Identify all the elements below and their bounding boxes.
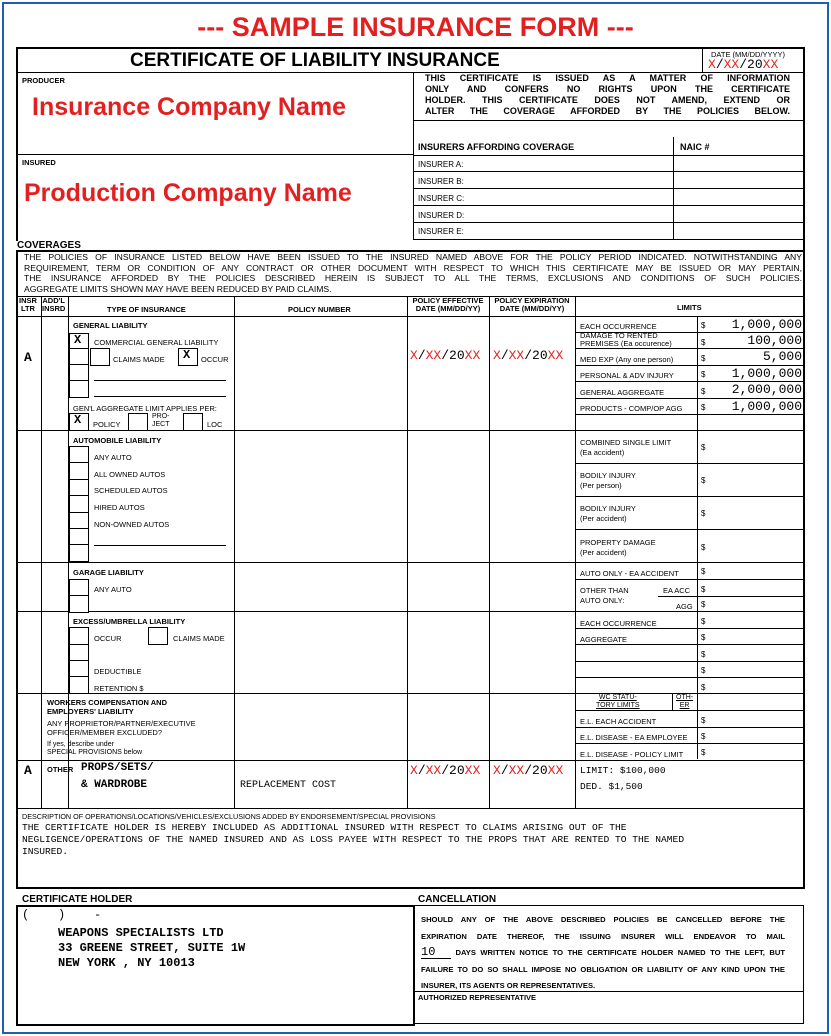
auto-non-owned-label: NON-OWNED AUTOS [94, 520, 170, 529]
insurers-header: INSURERS AFFORDING COVERAGE [418, 142, 575, 152]
gl-expiration-date: X/XX/20XX [493, 348, 564, 363]
left-border-top [16, 47, 18, 241]
other-deductible: DED. $1,500 [580, 781, 643, 792]
excess-claims-made-checkbox[interactable] [148, 627, 168, 645]
excess-retention-label: RETENTION $ [94, 684, 144, 693]
date-value: X/XX/20XX [708, 57, 779, 72]
auto-hired-checkbox[interactable] [69, 495, 89, 513]
auto-hired-label: HIRED AUTOS [94, 503, 145, 512]
excess-occur-label: OCCUR [94, 634, 122, 643]
header-type: TYPE OF INSURANCE [107, 305, 186, 314]
page-frame [2, 2, 829, 1034]
naic-header: NAIC # [680, 142, 710, 152]
gl-loc-checkbox[interactable] [183, 413, 203, 431]
cancellation-label: CANCELLATION [418, 894, 497, 905]
gl-loc-label: LOC [207, 420, 223, 429]
insurer-c: INSURER C: [418, 194, 465, 203]
producer-label: PRODUCER [22, 76, 65, 85]
coverages-label: COVERAGES [17, 240, 81, 251]
other-type-2: & WARDROBE [81, 779, 148, 791]
wc-other: OTH- ER [676, 694, 694, 709]
auto-limit-bodily-person: BODILY INJURY (Per person) [580, 471, 636, 490]
gl-limit-each-occurrence: EACH OCCURRENCE [580, 322, 657, 331]
other-limit: LIMIT: $100,000 [580, 765, 666, 776]
auto-title: AUTOMOBILE LIABILITY [73, 436, 162, 445]
auto-limit-property: PROPERTY DAMAGE (Per accident) [580, 538, 656, 557]
garage-other-than: OTHER THAN AUTO ONLY: [580, 586, 629, 605]
description-text: THE CERTIFICATE HOLDER IS HEREBY INCLUDED AS ADDITIONAL INSURED WITH RESPECT TO CLAIMS ARISING OUT OF THE NEGLIGENCE/OPERATIONS OF THE NAMED INSURED AND AS LOSS PAYEE WITH RESPECT TO THE PROPS THAT ARE RENTED TO THE NAMED INSURED. [22, 822, 685, 857]
gl-claims-made-label: CLAIMS MADE [113, 355, 165, 364]
auto-all-owned-checkbox[interactable] [69, 462, 89, 480]
header-addl-insrd: ADD'L INSRD [42, 296, 66, 313]
auto-limit-combined: COMBINED SINGLE LIMIT (Ea accident) [580, 438, 672, 457]
gl-commercial-label: COMMERCIAL GENERAL LIABILITY [94, 338, 219, 347]
header-eff-date: POLICY EFFECTIVE DATE (MM/DD/YY) [412, 296, 484, 313]
insurer-b: INSURER B: [418, 177, 464, 186]
gl-claims-made-checkbox[interactable] [90, 348, 110, 366]
gl-commercial-x: X [74, 333, 82, 347]
garage-agg: AGG [676, 602, 693, 611]
workers-title: WORKERS COMPENSATION AND EMPLOYERS' LIABILITY [47, 698, 167, 716]
excess-limit-each-occurrence: EACH OCCURRENCE [580, 619, 657, 628]
gl-project-checkbox[interactable] [128, 413, 148, 431]
gl-policy-label: POLICY [93, 420, 121, 429]
top-border [16, 47, 805, 49]
gl-occur-x: X [183, 348, 191, 362]
workers-excluded: ANY PROPRIETOR/PARTNER/EXECUTIVE OFFICER/MEMBER EXCLUDED? [47, 719, 196, 737]
gl-limit-personal-adv: PERSONAL & ADV INJURY [580, 371, 674, 380]
excess-occur-checkbox[interactable] [69, 627, 89, 645]
auto-limit-bodily-accident: BODILY INJURY (Per accident) [580, 504, 636, 523]
form-title: CERTIFICATE OF LIABILITY INSURANCE [130, 50, 500, 71]
insured-name: Production Company Name [24, 179, 352, 207]
excess-claims-made-label: CLAIMS MADE [173, 634, 225, 643]
garage-title: GARAGE LIABILITY [73, 568, 144, 577]
insured-label: INSURED [22, 158, 56, 167]
excess-title: EXCESS/UMBRELLA LIABILITY [73, 617, 186, 626]
banner: --- SAMPLE INSURANCE FORM --- [197, 12, 634, 42]
description-label: DESCRIPTION OF OPERATIONS/LOCATIONS/VEHICLES/EXCLUSIONS ADDED BY ENDORSEMENT/SPECIAL PROVISIONS [22, 812, 436, 821]
insurer-d: INSURER D: [418, 211, 465, 220]
gl-limit-med-exp: MED EXP (Any one person) [580, 355, 674, 364]
producer-name: Insurance Company Name [32, 93, 346, 121]
gl-title: GENERAL LIABILITY [73, 321, 148, 330]
gl-policy-x: X [74, 413, 82, 427]
other-insurer-letter: A [24, 763, 32, 778]
header-policy-number: POLICY NUMBER [288, 305, 351, 314]
gl-insurer-letter: A [24, 350, 32, 365]
other-label: OTHER [47, 765, 74, 774]
holder-phone: ( ) - [22, 908, 102, 922]
gl-value-products: 1,000,000 [731, 399, 802, 414]
wc-disease-policy: E.L. DISEASE - POLICY LIMIT [580, 750, 684, 759]
excess-limit-aggregate: AGGREGATE [580, 635, 627, 644]
wc-each-accident: E.L. EACH ACCIDENT [580, 717, 657, 726]
certificate-notice: THIS CERTIFICATE IS ISSUED AS A MATTER OF INFORMATION ONLY AND CONFERS NO RIGHTS UPON THE CERTIFICATE HOLDER. THIS CERTIFICATE DOES NOT AMEND, EXTEND OR ALTER THE COVERAGE AFFORDED BY THE POLICIES BELOW. [425, 73, 790, 116]
gl-value-med-exp: 5,000 [762, 349, 802, 364]
date-label: DATE (MM/DD/YYYY) [711, 50, 786, 59]
right-border [803, 47, 805, 889]
auto-any-label: ANY AUTO [94, 453, 132, 462]
gl-value-each-occurrence: 1,000,000 [731, 317, 802, 332]
cancellation-text: SHOULD ANY OF THE ABOVE DESCRIBED POLICIES BE CANCELLED BEFORE THE EXPIRATION DATE THEREOF, THE ISSUING INSURER WILL ENDEAVOR TO MAIL 10 DAYS WRITTEN NOTICE TO THE CERTIFICATE HOLDER NAMED TO THE LEFT, BUT FAILURE TO DO SO SHALL IMPOSE NO OBLIGATION OR LIABILITY OF ANY KIND UPON THE INSURER, ITS AGENTS OR REPRESENTATIVES. [421, 915, 785, 990]
header-exp-date: POLICY EXPIRATION DATE (MM/DD/YY) [494, 296, 570, 313]
workers-special: If yes, describe under SPECIAL PROVISIONS below [47, 741, 143, 756]
insurer-e: INSURER E: [418, 227, 464, 236]
header-insr-ltr: INSR LTR [19, 296, 37, 313]
auto-all-owned-label: ALL OWNED AUTOS [94, 470, 166, 479]
other-type-1: PROPS/SETS/ [81, 762, 154, 774]
auto-scheduled-label: SCHEDULED AUTOS [94, 486, 168, 495]
gl-value-personal-adv: 1,000,000 [731, 366, 802, 381]
gl-value-general-aggregate: 2,000,000 [731, 382, 802, 397]
wc-statutory-limits: WC STATU- TORY LIMITS [596, 694, 640, 709]
other-effective-date: X/XX/20XX [410, 763, 481, 778]
insurer-a: INSURER A: [418, 160, 464, 169]
excess-retention-checkbox[interactable] [69, 676, 89, 694]
header-limits: LIMITS [677, 303, 702, 312]
other-policy-number: REPLACEMENT COST [240, 780, 337, 791]
gl-agg-applies: GEN'L AGGREGATE LIMIT APPLIES PER: [73, 404, 217, 413]
cancellation-days: 10 [421, 947, 451, 959]
gl-limit-damage-rented: DAMAGE TO RENTED PREMISES (Ea occurence) [580, 331, 672, 348]
gl-limit-general-aggregate: GENERAL AGGREGATE [580, 388, 665, 397]
coverages-text: THE POLICIES OF INSURANCE LISTED BELOW HAVE BEEN ISSUED TO THE INSURED NAMED ABOVE FOR THE POLICY PERIOD INDICATED. NOTWITHSTANDING ANY REQUIREMENT, TERM OR CONDITION OF ANY CONTRACT OR OTHER DOCUMENT WITH RESPECT TO WHICH THIS CERTIFICATE MAY BE ISSUED OR MAY PERTAIN, THE INSURANCE AFFORDED BY THE POLICIES DESCRIBED HEREIN IS SUBJECT TO ALL THE TERMS, EXCLUSIONS AND CONDITIONS OF SUCH POLICIES. AGGREGATE LIMITS SHOWN MAY HAVE BEEN REDUCED BY PAID CLAIMS. [24, 252, 802, 294]
holder-address: WEAPONS SPECIALISTS LTD 33 GREENE STREET, SUITE 1W NEW YORK , NY 10013 [58, 926, 246, 970]
wc-disease-employee: E.L. DISEASE - EA EMPLOYEE [580, 733, 688, 742]
gl-effective-date: X/XX/20XX [410, 348, 481, 363]
gl-occur-label: OCCUR [201, 355, 229, 364]
garage-auto-only: AUTO ONLY - EA ACCIDENT [580, 569, 679, 578]
excess-deductible-label: DEDUCTIBLE [94, 667, 142, 676]
gl-project-label: PRO- JECT [152, 413, 170, 428]
authorized-representative: AUTHORIZED REPRESENTATIVE [418, 993, 537, 1002]
other-expiration-date: X/XX/20XX [493, 763, 564, 778]
gl-limit-products: PRODUCTS - COMP/OP AGG [580, 404, 683, 413]
certificate-holder-label: CERTIFICATE HOLDER [22, 894, 133, 905]
garage-ea-acc: EA ACC [663, 586, 691, 595]
garage-any-auto-label: ANY AUTO [94, 585, 132, 594]
gl-value-damage-rented: 100,000 [747, 333, 802, 348]
